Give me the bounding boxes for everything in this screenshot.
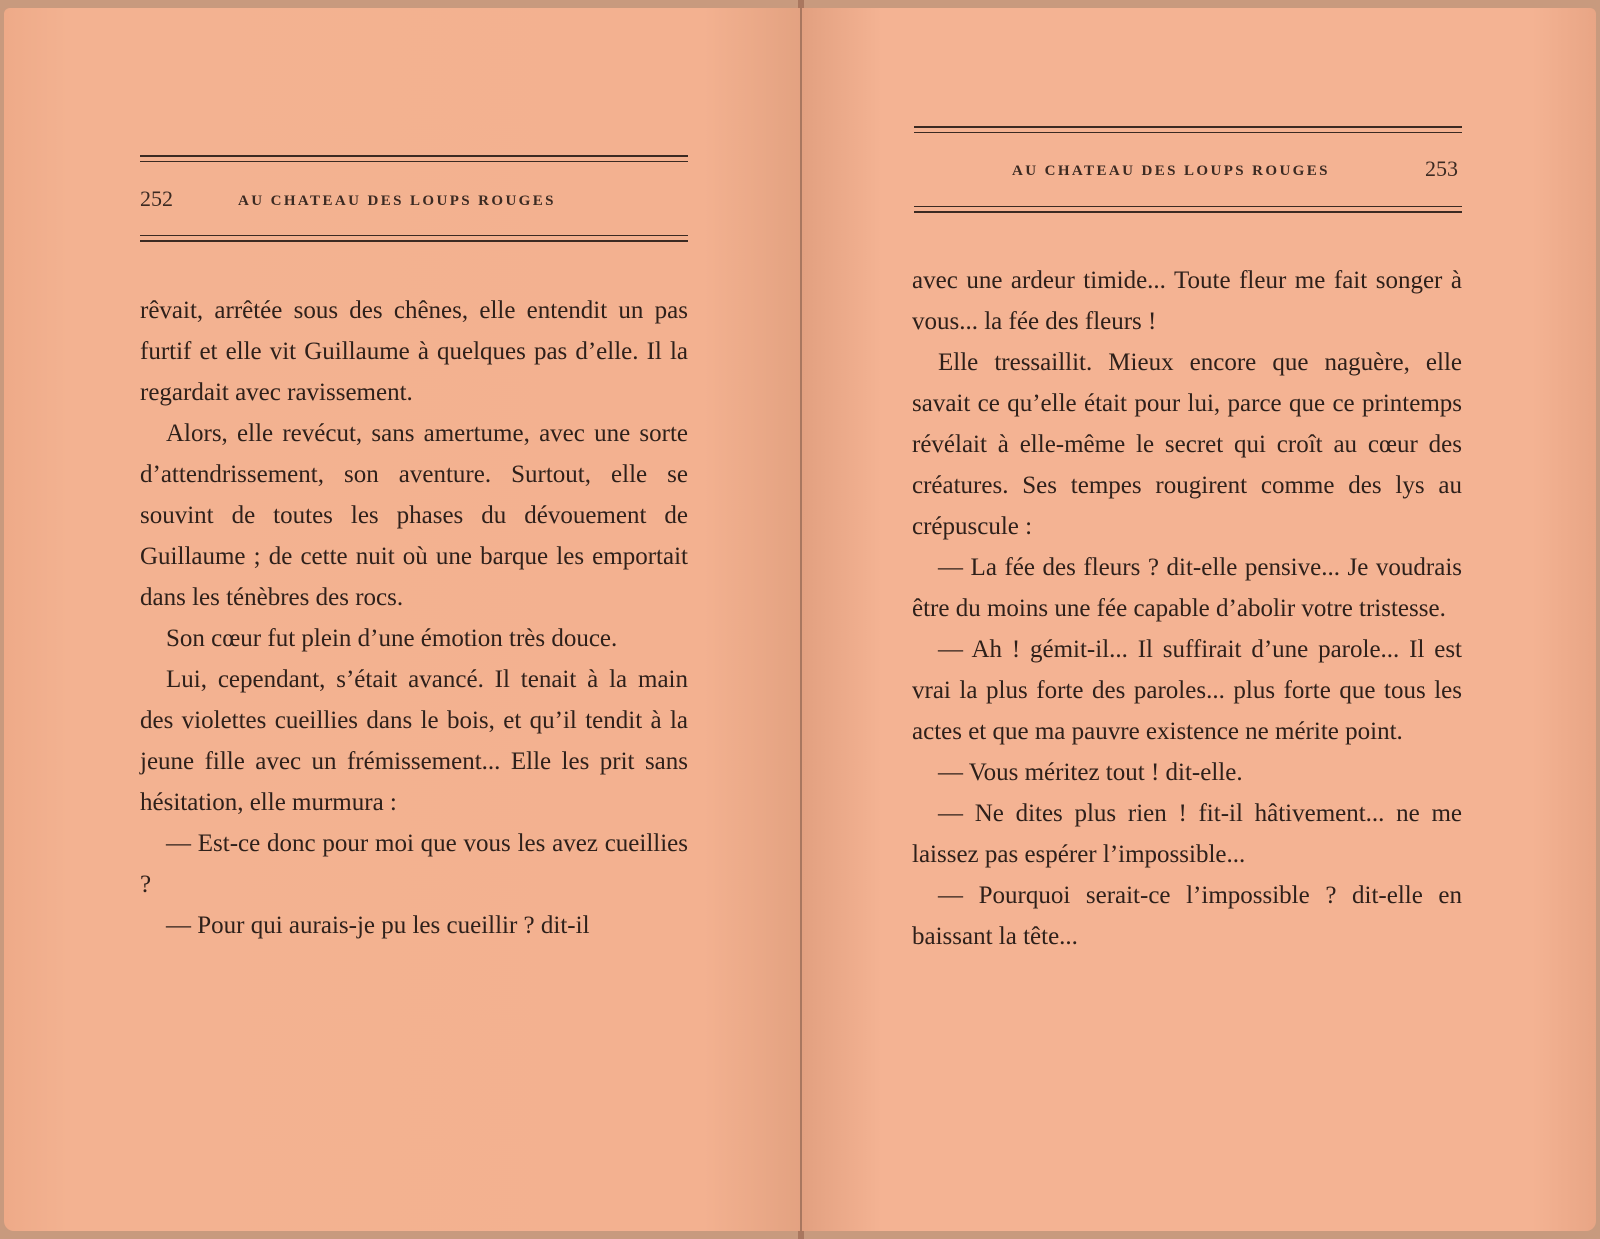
paragraph: — Ah ! gémit-il... Il suffirait d’une parole... Il est vrai la plus forte des paroles... plus forte que tous les actes et que ma pauvre existence ne mérite point. — [912, 636, 1462, 745]
paragraph: avec une ardeur timide... Toute fleur me fait songer à vous... la fée des fleurs ! — [912, 267, 1462, 335]
left-header-rule-bottom-thin — [140, 235, 688, 236]
paragraph: — La fée des fleurs ? dit-elle pensive... Je voudrais être du moins une fée capable d’abolir votre tristesse. — [912, 554, 1462, 622]
left-header-rule-top-thin — [140, 161, 688, 162]
paragraph: Lui, cependant, s’était avancé. Il tenait à la main des violettes cueillies dans le bois, et qu’il tendit à la jeune fille avec un frémissement... Elle les prit sans hésitation, elle murmura : — [140, 666, 688, 816]
paragraph: Son cœur fut plein d’une émotion très douce. — [166, 625, 618, 652]
paragraph: — Pour qui aurais-je pu les cueillir ? dit-il — [166, 912, 590, 939]
right-header-rule-bottom — [914, 211, 1462, 213]
right-header-rule-top — [914, 126, 1462, 128]
paragraph: Alors, elle revécut, sans amertume, avec une sorte d’attendrissement, son aventure. Surtout, elle se souvint de toutes les phases du dévouement de Guillaume ; de cette nuit où une barque les emportait dans les ténèbres des rocs. — [140, 420, 688, 611]
paragraph: rêvait, arrêtée sous des chênes, elle entendit un pas furtif et elle vit Guillaume à quelques pas d’elle. Il la regardait avec ravissement. — [140, 297, 688, 406]
right-page-body — [912, 260, 1462, 957]
right-page-number: 253 — [1425, 156, 1458, 181]
left-header-rule-top — [140, 155, 688, 157]
paragraph: — Pourquoi serait-ce l’impossible ? dit-elle en baissant la tête... — [912, 882, 1462, 950]
left-page-number: 252 — [140, 186, 173, 211]
right-header-rule-bottom-thin — [914, 206, 1462, 207]
right-header-rule-top-thin — [914, 132, 1462, 133]
left-page-body — [140, 290, 688, 946]
paragraph: — Est-ce donc pour moi que vous les avez cueillies ? — [140, 830, 688, 898]
left-header-rule-bottom — [140, 240, 688, 242]
paragraph: — Ne dites plus rien ! fit-il hâtivement... ne me laissez pas espérer l’impossible... — [912, 800, 1462, 868]
paragraph: Elle tressaillit. Mieux encore que naguère, elle savait ce qu’elle était pour lui, parce que ce printemps révélait à elle-même le secret qui croît au cœur des créatures. Ses tempes rougirent comme des lys au crépuscule : — [912, 349, 1462, 540]
right-running-head: AU CHATEAU DES LOUPS ROUGES — [1012, 163, 1330, 179]
paragraph: — Vous méritez tout ! dit-elle. — [938, 759, 1243, 786]
left-running-head: AU CHATEAU DES LOUPS ROUGES — [238, 193, 556, 209]
